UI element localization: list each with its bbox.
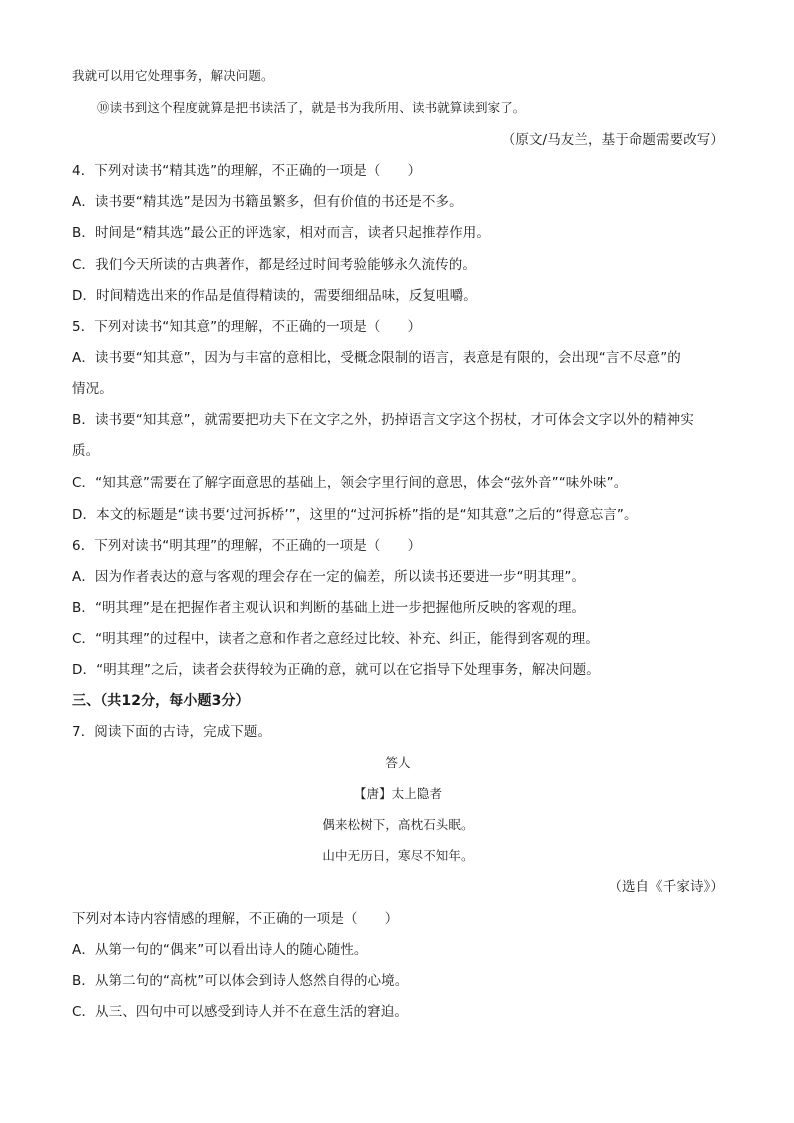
- question-4-option-b: B．时间是“精其选”最公正的评选家，相对而言，读者只起推荐作用。: [72, 225, 490, 241]
- poem-line-1: 偶来松树下，高枕石头眠。: [322, 817, 474, 832]
- question-5-stem: 5．下列对读书“知其意”的理解，不正确的一项是（ ）: [72, 319, 422, 335]
- poem-author: 【唐】太上隐者: [353, 786, 443, 801]
- question-7-option-a: A．从第一句的“偶来”可以看出诗人的随心随性。: [72, 942, 368, 958]
- question-5-option-b: B．读书要“知其意”，就需要把功夫下在文字之外，扔掉语言文字这个拐杖，才可体会文字以外的精神实: [72, 412, 694, 428]
- question-4-option-c: C．我们今天所读的古典著作，都是经过时间考验能够永久流传的。: [72, 257, 476, 273]
- question-6-stem: 6．下列对读书“明其理”的理解，不正确的一项是（ ）: [72, 538, 422, 554]
- question-6-option-c: C．“明其理”的过程中，读者之意和作者之意经过比较、补充、纠正，能得到客观的理。: [72, 631, 599, 647]
- question-6-option-a: A．因为作者表达的意与客观的理会存在一定的偏差，所以读书还要进一步“明其理”。: [72, 569, 586, 585]
- question-5-option-a-cont: 情况。: [72, 381, 113, 397]
- question-7-option-b: B．从第二句的“高枕”可以体会到诗人悠然自得的心境。: [72, 973, 409, 989]
- passage-line: 我就可以用它处理事务，解决问题。: [72, 68, 274, 83]
- question-7-option-c: C．从三、四句中可以感受到诗人并不在意生活的窘迫。: [72, 1004, 408, 1020]
- poem-line-2: 山中无历日，寒尽不知年。: [322, 848, 474, 863]
- question-4-option-a: A．读书要“精其选”是因为书籍虽繁多，但有价值的书还是不多。: [72, 194, 463, 210]
- passage-source: （原文/马友兰，基于命题需要改写）: [501, 132, 724, 148]
- question-6-option-b: B．“明其理”是在把握作者主观认识和判断的基础上进一步把握他所反映的客观的理。: [72, 600, 586, 616]
- question-7-sub-stem: 下列对本诗内容情感的理解，不正确的一项是（ ）: [72, 911, 399, 927]
- question-5-option-d: D．本文的标题是“读书要‘过河拆桥’”，这里的“过河拆桥”指的是“知其意”之后的“得意忘言”。: [72, 507, 638, 523]
- question-4-stem: 4．下列对读书“精其选”的理解，不正确的一项是（ ）: [72, 163, 422, 179]
- poem-source: （选自《千家诗》）: [608, 879, 724, 895]
- question-4-option-d: D．时间精选出来的作品是值得精读的，需要细细品味，反复咀嚼。: [72, 288, 477, 304]
- question-6-option-d: D．“明其理”之后，读者会获得较为正确的意，就可以在它指导下处理事务，解决问题。: [72, 662, 600, 678]
- section-3-heading: 三、（共12分，每小题3分）: [72, 693, 250, 709]
- question-5-option-a: A．读书要“知其意”，因为与丰富的意相比，受概念限制的语言，表意是有限的，会出现“言不尽意”的: [72, 350, 681, 366]
- question-5-option-c: C．“知其意”需要在了解字面意思的基础上，领会字里行间的意思，体会“弦外音”“味外味”。: [72, 475, 628, 491]
- passage-paragraph-10: ⑩读书到这个程度就算是把书读活了，就是书为我所用、读书就算读到家了。: [97, 100, 526, 115]
- poem-title: 答人: [385, 755, 411, 770]
- question-5-option-b-cont: 质。: [72, 443, 100, 459]
- question-7-stem: 7．阅读下面的古诗，完成下题。: [72, 724, 272, 740]
